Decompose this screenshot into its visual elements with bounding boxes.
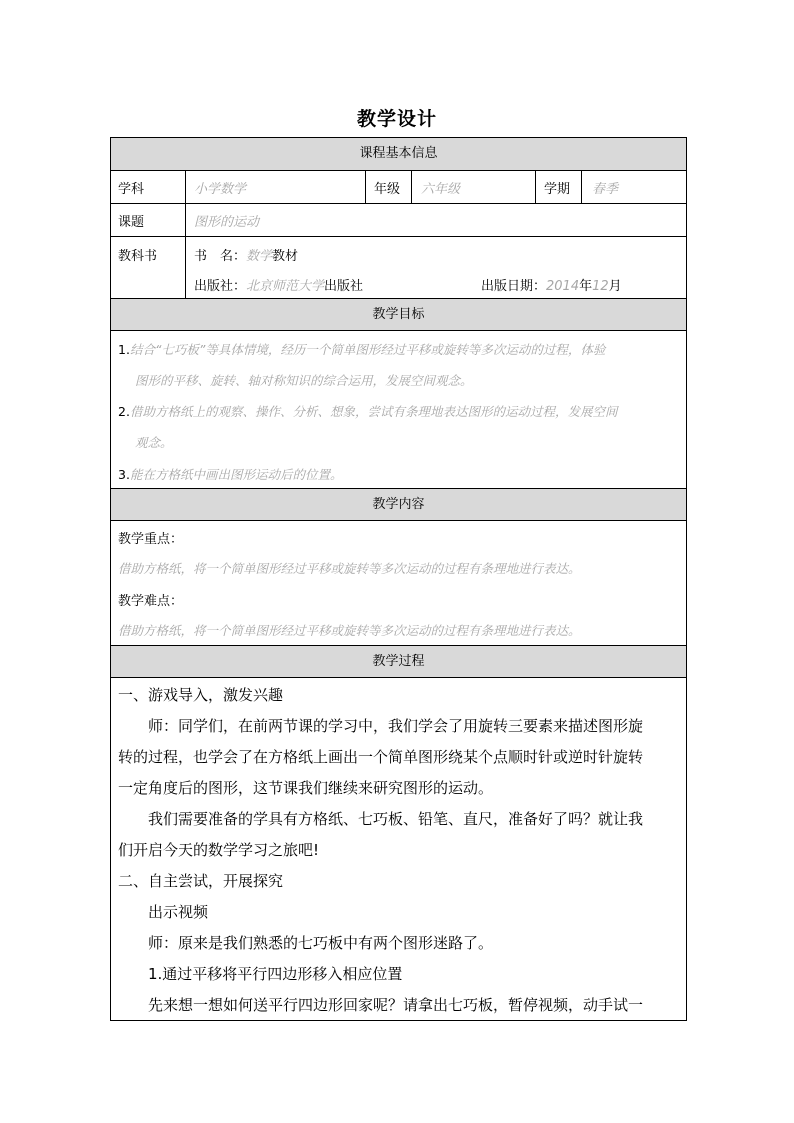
process-line: 师：同学们，在前两节课的学习中，我们学会了用旋转三要素来描述图形旋 xyxy=(118,717,644,735)
lesson-plan-table xyxy=(110,137,687,1021)
date-year-unit: 年 xyxy=(579,279,593,294)
process-line: 1.通过平移将平行四边形移入相应位置 xyxy=(118,965,403,983)
term-value: 春季 xyxy=(592,182,619,197)
book-name-suffix: 教材 xyxy=(272,249,299,264)
objectives-header: 教学目标 xyxy=(111,299,686,330)
process-line: 先来想一想如何送平行四边形回家呢？请拿出七巧板，暂停视频，动手试一 xyxy=(118,996,644,1014)
subject-value: 小学数学 xyxy=(194,182,247,197)
publisher-label: 出版社： xyxy=(194,279,247,294)
date-month: 12 xyxy=(592,279,609,294)
date-year: 2014 xyxy=(546,279,580,294)
key-point-text: 借助方格纸，将一个简单图形经过平移或旋转等多次运动的过程有条理地进行表达。 xyxy=(118,561,581,576)
date-month-unit: 月 xyxy=(608,279,622,294)
process-line: 一定角度后的图形，这节课我们继续来研究图形的运动。 xyxy=(118,779,494,797)
document-title: 教学设计 xyxy=(356,108,437,130)
grade-label: 年级 xyxy=(374,182,401,197)
topic-value: 图形的运动 xyxy=(194,215,260,230)
process-line: 师：原来是我们熟悉的七巧板中有两个图形迷路了。 xyxy=(118,934,494,952)
book-name-label: 书 名： xyxy=(194,249,247,264)
basic-info-header: 课程基本信息 xyxy=(111,138,686,170)
publisher-line xyxy=(194,275,363,294)
process-line: 二、自主尝试，开展探究 xyxy=(118,872,284,890)
objective-item: 3.能在方格纸中画出图形运动后的位置。 xyxy=(118,467,343,482)
grade-value: 六年级 xyxy=(421,182,461,197)
process-line: 转的过程，也学会了在方格纸上画出一个简单图形绕某个点顺时针或逆时针旋转 xyxy=(118,748,644,766)
process-line: 一、游戏导入，激发兴趣 xyxy=(118,686,284,704)
key-point-label: 教学重点： xyxy=(118,532,184,547)
difficulty-text: 借助方格纸，将一个简单图形经过平移或旋转等多次运动的过程有条理地进行表达。 xyxy=(118,623,581,638)
process-line: 我们需要准备的学具有方格纸、七巧板、铅笔、直尺，准备好了吗？就让我 xyxy=(118,810,644,828)
process-line: 们开启今天的数学学习之旅吧! xyxy=(118,841,320,859)
objective-item-cont: 观念。 xyxy=(135,435,173,450)
content-header: 教学内容 xyxy=(111,489,686,520)
process-header: 教学过程 xyxy=(111,646,686,677)
objective-item: 2.借助方格纸上的观察、操作、分析、想象，尝试有条理地表达图形的运动过程，发展空间 xyxy=(118,404,618,419)
date-label: 出版日期： xyxy=(481,279,547,294)
topic-label: 课题 xyxy=(118,215,145,230)
term-label: 学期 xyxy=(544,182,571,197)
book-name-value: 数学 xyxy=(246,249,273,264)
objective-item-cont: 图形的平移、旋转、轴对称知识的综合运用，发展空间观念。 xyxy=(135,373,473,388)
difficulty-label: 教学难点： xyxy=(118,594,184,609)
book-name-line xyxy=(194,245,298,264)
process-line: 出示视频 xyxy=(118,903,209,921)
publisher-value: 北京师范大学 xyxy=(246,279,325,294)
publish-date-line xyxy=(481,275,622,294)
subject-label: 学科 xyxy=(118,182,145,197)
textbook-label: 教科书 xyxy=(118,249,158,264)
objective-item: 1.结合“七巧板”等具体情境，经历一个简单图形经过平移或旋转等多次运动的过程，体验 xyxy=(118,342,606,357)
publisher-suffix: 出版社 xyxy=(324,279,364,294)
